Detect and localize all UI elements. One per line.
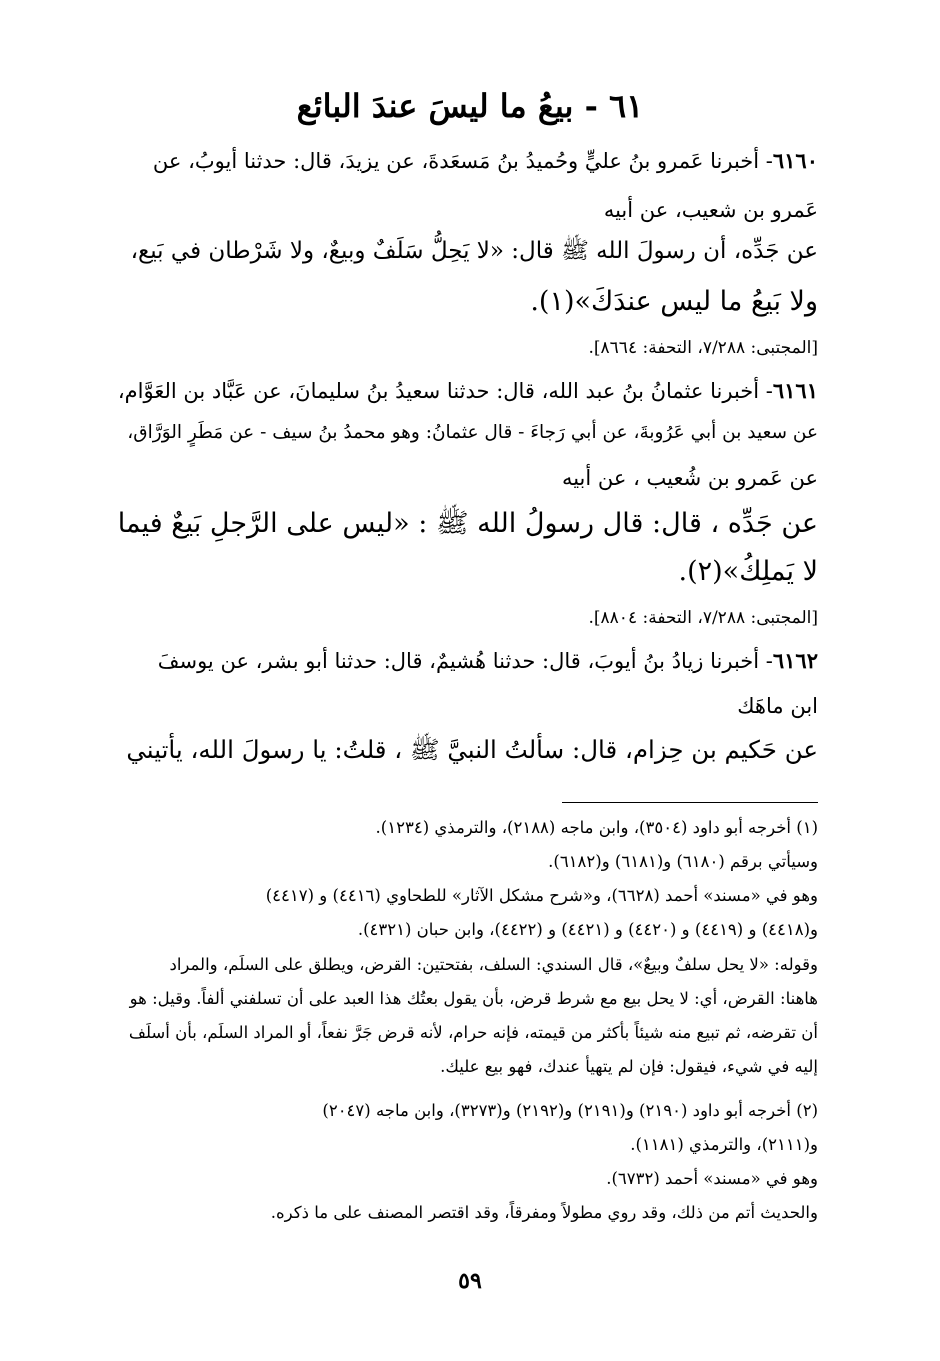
- hadith-isnad-line: عَمرو بن شعيب، عن أبيه: [603, 198, 818, 222]
- isnad-text: - أخبرنا زيادُ بنُ أيوبَ، قال: حدثنا هُشيمٌ، قال: حدثنا أبو بشر، عن يوسفَ: [157, 649, 773, 673]
- hadith-matn-line: عن حَكيم بن حِزام، قال: سألتُ النبيَّ ﷺ ، قلتُ: يا رسولَ الله، يأتيني: [126, 735, 818, 764]
- footnote-line: وهو في «مسند» أحمد (٦٦٢٨)، و«شرح مشكل الآثار» للطحاوي (٤٤١٦) و (٤٤١٧): [265, 886, 818, 905]
- footnote-line: وقوله: «لا يحل سلفٌ وبيعٌ»، قال السندي: السلف، بفتحتين: القرض، ويطلق على السلَم، والمراد: [169, 955, 818, 974]
- footnote-line: وهو في «مسند» أحمد (٦٧٣٢).: [606, 1169, 818, 1188]
- footnote-line: و(٤٤١٨) و (٤٤١٩) و (٤٤٢٠) و (٤٤٢١) و (٤٤٢٢)، وابن حبان (٤٣٢١).: [357, 920, 818, 939]
- hadith-matn-line: لا يَملِكُ»(٢).: [678, 556, 818, 587]
- chapter-title: ٦١ - بيعُ ما ليسَ عندَ البائع: [296, 87, 644, 125]
- hadith-isnad-line: عن عَمرو بن شُعيب ، عن أبيه: [561, 466, 818, 490]
- footnote-line: (٢) أخرجه أبو داود (٢١٩٠) و(٢١٩١) و(٢١٩٢) و(٣٢٧٣)، وابن ماجه (٢٠٤٧): [322, 1101, 818, 1120]
- footnote-line: إليه في شيء، فيقول: فإن لم يتهيأ عندك، فهو بيع عليك.: [440, 1057, 818, 1076]
- hadith-isnad-line: [118, 150, 818, 172]
- footnote-line: والحديث أتم من ذلك، وقد روي مطولاً ومفرقاً، وقد اقتصر المصنف على ما ذكره.: [270, 1203, 818, 1222]
- hadith-reference: [المجتبى: ٧/٢٨٨، التحفة: ٨٨٠٤].: [588, 608, 818, 628]
- hadith-number: ٦١٦٢: [772, 648, 818, 673]
- hadith-isnad-line: عن سعيد بن أبي عَرُوبةَ، عن أبي رَجاءَ - قال عثمانُ: وهو محمدُ بنُ سيف - عن مَطَرٍ الوَرَّاق،: [127, 422, 818, 443]
- page-number: ٥٩: [458, 1268, 482, 1294]
- isnad-text: - أخبرنا عثمانُ بنُ عبد الله، قال: حدثنا سعيدُ بنُ سليمانَ، عن عَبَّاد بن العَوَّام،: [117, 379, 773, 403]
- hadith-number: ٦١٦١: [772, 378, 818, 403]
- hadith-reference: [المجتبى: ٧/٢٨٨، التحفة: ٨٦٦٤].: [588, 338, 818, 358]
- isnad-text: - أخبرنا عَمرو بنُ عليٍّ وحُميدُ بنُ مَسعَدةَ، عن يزيدَ، قال: حدثنا أيوبُ، عن: [152, 149, 773, 173]
- hadith-isnad-line: [118, 650, 818, 672]
- footnote-line: أن تقرضه، ثم تبيع منه شيئاً بأكثر من قيمته، فإنه حرام، لأنه قرض جَرَّ نفعاً، أو المراد السلَم، بأن أسلَف: [128, 1023, 818, 1042]
- hadith-isnad-line: [118, 380, 818, 402]
- footnote-line: هاهنا: القرض، أي: لا يحل بيع مع شرط قرض، بأن يقول بعتُك هذا العبد على أن تسلفني ألفاً. وقيل: هو: [129, 989, 818, 1008]
- hadith-matn-line: عن جَدِّه ، قال: قال رسولُ الله ﷺ : «ليس على الرَّجلِ بَيعٌ فيما: [117, 508, 818, 539]
- hadith-isnad-line: ابن ماهَك: [737, 694, 818, 718]
- footnote-line: وسيأتي برقم (٦١٨٠) و(٦١٨١) و(٦١٨٢).: [548, 852, 818, 871]
- hadith-matn-line: عن جَدِّه، أن رسولَ الله ﷺ قال: «لا يَحِلُّ سَلَفٌ وبيعٌ، ولا شَرْطان في بَيع،: [130, 238, 818, 264]
- hadith-matn-line: ولا بَيعُ ما ليس عندَكَ»(١).: [530, 286, 818, 317]
- footnote-separator: [562, 802, 818, 803]
- footnote-line: و(٢١١١)، والترمذي (١١٨١).: [630, 1135, 818, 1154]
- hadith-number: ٦١٦٠: [772, 148, 818, 173]
- footnote-line: (١) أخرجه أبو داود (٣٥٠٤)، وابن ماجه (٢١٨٨)، والترمذي (١٢٣٤).: [375, 818, 818, 837]
